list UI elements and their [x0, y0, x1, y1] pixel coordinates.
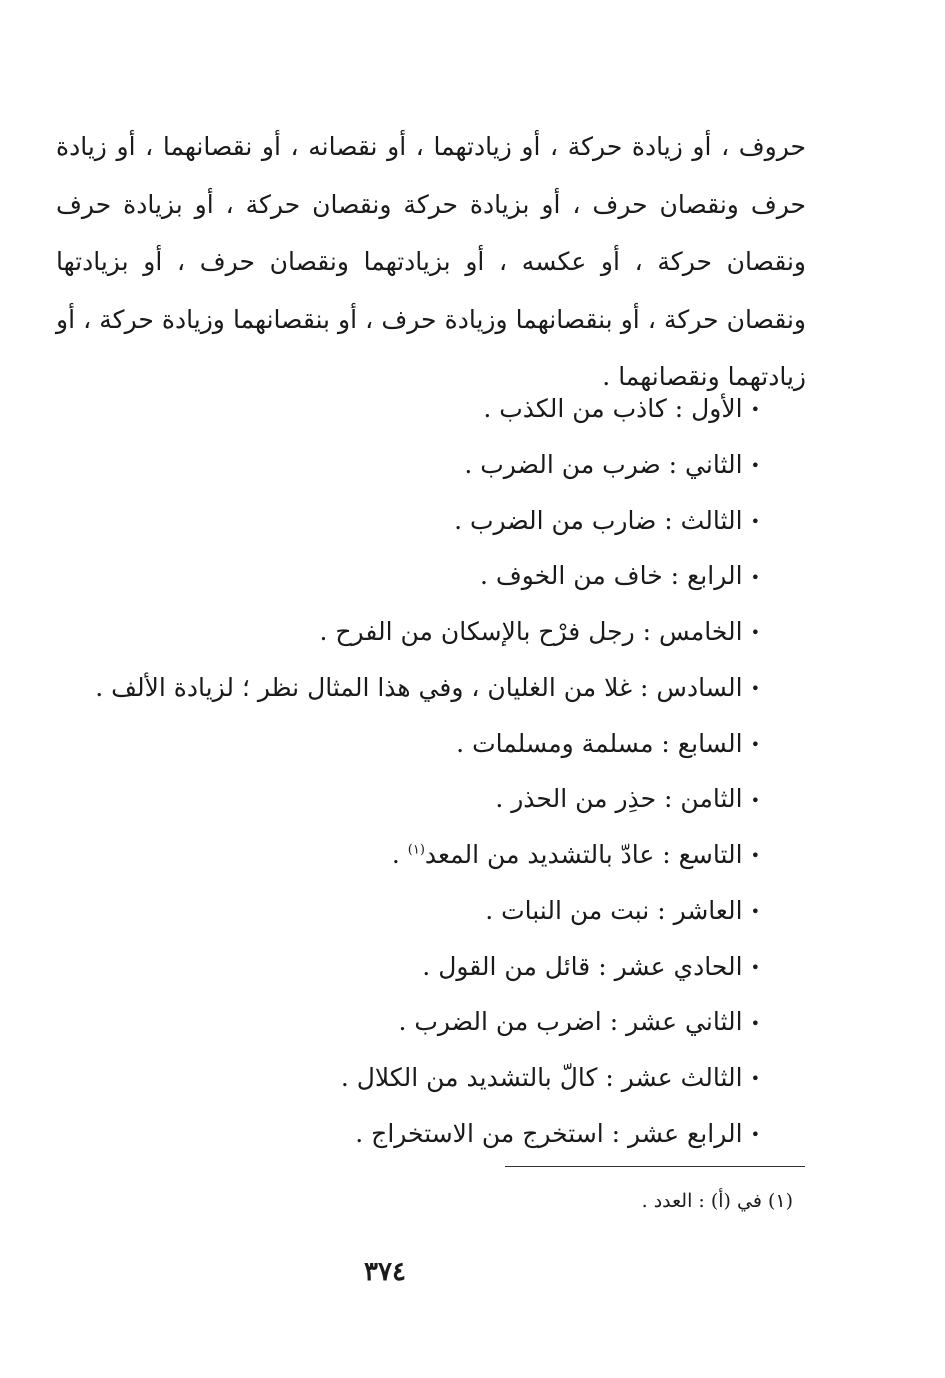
footnote: (١) في (أ) : العدد .: [641, 1190, 793, 1212]
list-item: [60, 494, 760, 550]
list-item-text: الأول : كاذب من الكذب .: [483, 394, 743, 423]
bullet-icon: •: [750, 734, 760, 754]
bullet-icon: •: [750, 846, 760, 866]
bullet-icon: •: [750, 567, 760, 587]
list-item-text: الحادي عشر : قائل من القول .: [422, 951, 743, 981]
list-item: [60, 661, 760, 717]
list-item-tail: .: [391, 840, 408, 869]
list-item-text: الرابع : خاف من الخوف .: [479, 561, 743, 591]
list-item-text: الثالث عشر : كالّ بالتشديد من الكلال .: [340, 1063, 743, 1092]
footnote-divider: [505, 1166, 805, 1167]
list-item: [60, 717, 760, 773]
list-item: [60, 995, 760, 1051]
list-item: [60, 884, 760, 940]
bullet-icon: •: [750, 1013, 760, 1033]
list-item-text: السابع : مسلمة ومسلمات .: [456, 728, 743, 758]
list-item: [60, 828, 760, 884]
list-item: [60, 940, 760, 996]
page-number: ٣٧٤: [364, 1257, 406, 1287]
bullet-icon: •: [750, 902, 760, 921]
list-item: [60, 382, 760, 438]
list-item: [60, 438, 760, 494]
list-item-text: الخامس : رجل فرْح بالإسكان من الفرح .: [319, 617, 743, 646]
list-item: [60, 1107, 760, 1163]
bullet-icon: •: [750, 1125, 760, 1144]
list-item: [60, 605, 760, 661]
bullet-icon: •: [750, 1069, 760, 1089]
list-item-text: الثاني عشر : اضرب من الضرب .: [398, 1007, 743, 1037]
list-item-text: العاشر : نبت من النبات .: [485, 895, 743, 925]
bullet-icon: •: [750, 400, 760, 420]
list-item: [60, 772, 760, 828]
bullet-icon: •: [750, 623, 760, 643]
footnote-reference[interactable]: (١): [407, 842, 425, 858]
examples-list: [60, 382, 760, 1163]
list-item-text: الثاني : ضرب من الضرب .: [464, 449, 743, 479]
bullet-icon: •: [750, 456, 760, 475]
list-item-text: الثامن : حذِر من الحذر .: [495, 784, 743, 814]
bullet-icon: •: [750, 511, 760, 531]
body-paragraph: حروف ، أو زيادة حركة ، أو زيادتهما ، أو نقصانه ، أو نقصانهما ، أو زيادة حرف ونقصان حرف ، أو بزيادة حركة ونقصان حركة ، أو بزيادة حرف ونقصان حركة ، أو عكسه ، أو بزيادتهما ونقصان حرف ، أو بزيادتها ونقصان حركة ، أو بنقصانهما وزيادة حرف ، أو بنقصانهما وزيادة حركة ، أو زيادتهما ونقصانهما .: [56, 132, 806, 391]
bullet-icon: •: [750, 790, 760, 810]
list-item-text: الثالث : ضارب من الضرب .: [454, 505, 743, 535]
list-item-text: السادس : غلا من الغليان ، وفي هذا المثال نظر ؛ لزيادة الألف .: [95, 672, 743, 702]
list-item: [60, 549, 760, 605]
bullet-icon: •: [750, 957, 760, 977]
list-item: [60, 1051, 760, 1107]
list-item-text: التاسع : عادّ بالتشديد من المعد: [424, 840, 743, 869]
bullet-icon: •: [750, 679, 760, 698]
list-item-text: الرابع عشر : استخرج من الاستخراج .: [355, 1118, 743, 1148]
